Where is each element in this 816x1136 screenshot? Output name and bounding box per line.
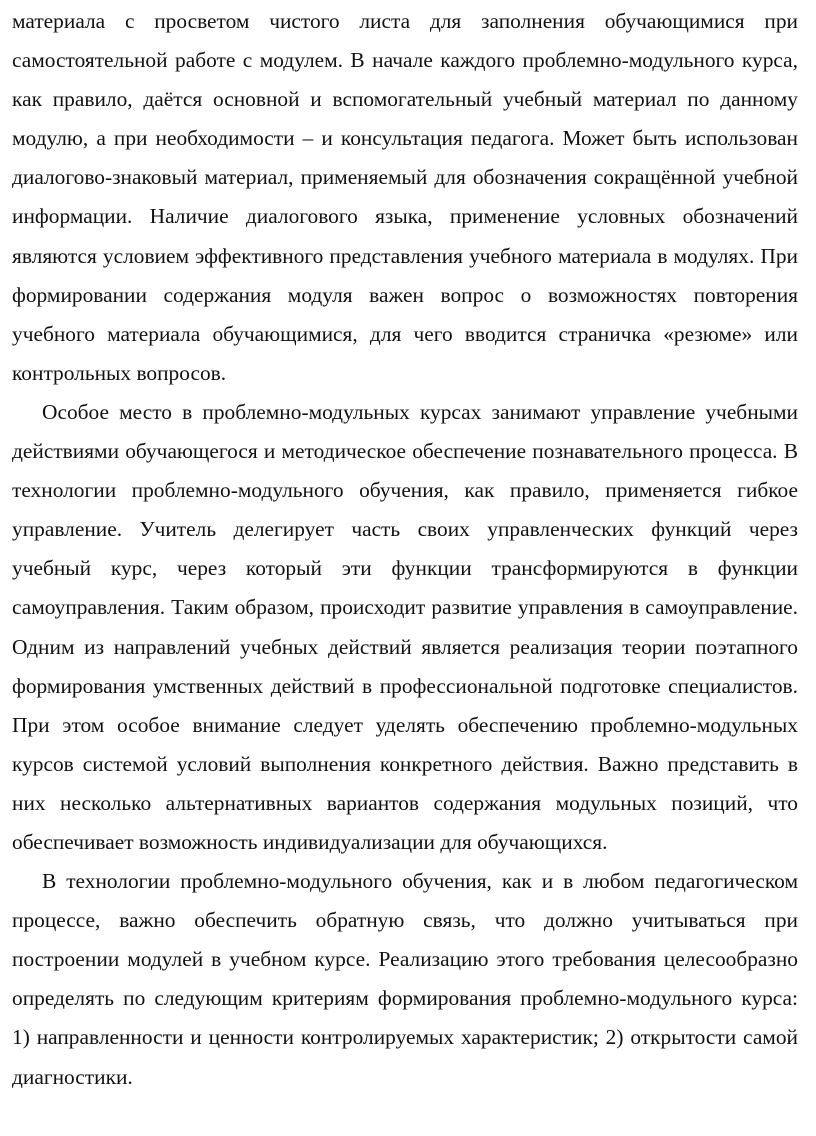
paragraph-3: В технологии проблемно-модульного обучения, как и в любом педагогическом процессе, важно обеспечить обратную связь, что должно учитываться при построении модулей в учебном курсе. Реализацию этого требования целесообразно определять по следующим критериям формирования проблемно-модульного курса: 1) направленности и ценности контролируемых характеристик; 2) открытости самой диагностики.: [12, 869, 798, 1089]
paragraph-2: Особое место в проблемно-модульных курсах занимают управление учебными действиями обучающегося и методическое обеспечение познавательного процесса. В технологии проблемно-модульного обучения, как правило, применяется гибкое управление. Учитель делегирует часть своих управленческих функций через учебный курс, через который эти функции трансформируются в функции самоуправления. Таким образом, происходит развитие управления в самоуправление. Одним из направлений учебных действий является реализация теории поэтапного формирования умственных действий в профессиональной подготовке специалистов. При этом особое внимание следует уделять обеспечению проблемно-модульных курсов системой условий выполнения конкретного действия. Важно представить в них несколько альтернативных вариантов содержания модульных позиций, что обеспечивает возможность индивидуализации для обучающихся.: [12, 399, 798, 854]
paragraph-1: материала с просветом чистого листа для заполнения обучающимися при самостоятельной работе с модулем. В начале каждого проблемно-модульного курса, как правило, даётся основной и вспомогательный учебный материал по данному модулю, а при необходимости – и консультация педагога. Может быть использован диалогово-знаковый материал, применяемый для обозначения сокращённой учебной информации. Наличие диалогового языка, применение условных обозначений являются условием эффективного представления учебного материала в модулях. При формировании содержания модуля важен вопрос о возможностях повторения учебного материала обучающимися, для чего вводится страничка «резюме» или контрольных вопросов.: [12, 9, 798, 385]
